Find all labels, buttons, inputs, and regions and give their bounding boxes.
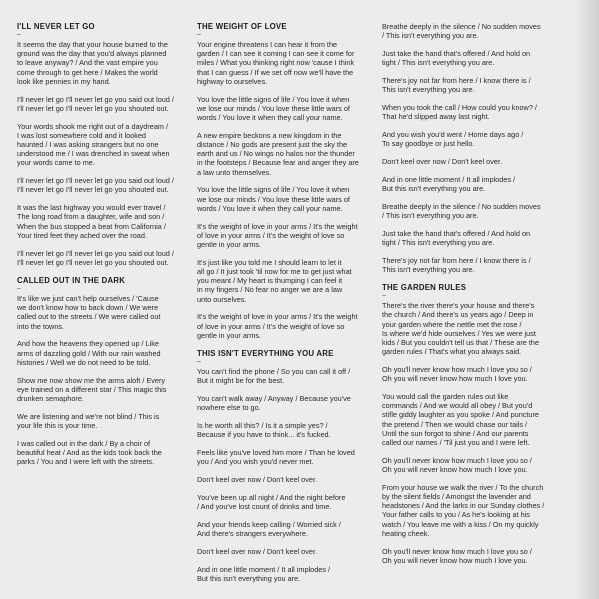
lyric-stanza: [382, 175, 560, 193]
lyric-line: Breathe deeply in the silence / No sudden moves: [382, 22, 541, 31]
lyric-line: You've been up all night / And the night before: [197, 492, 346, 502]
lyric-line: a law unto themselves.: [197, 167, 272, 177]
lyric-line: / And you've lost count of drinks and time.: [197, 502, 332, 512]
lyric-stanza: [197, 367, 373, 385]
lyric-line: It's just like you told me I should learn to let it: [197, 257, 342, 267]
lyric-line: There's joy not far from here / I know there is /: [382, 255, 531, 265]
lyric-line: commands / And we would all obey / But you'd: [382, 401, 533, 411]
lyric-line: your words came to me.: [17, 158, 95, 168]
lyric-stanza: [17, 122, 189, 168]
lyric-line: garden / I can see it coming I can see it come for: [197, 49, 355, 59]
lyric-line: of love in your arms / It's the weight of love so: [197, 321, 345, 331]
song-block: [17, 276, 189, 466]
lyric-line: miles / What you thinking right now 'cause I think: [197, 58, 355, 68]
lyric-line: earth and us / No wings no halos nor the thunder: [197, 149, 355, 159]
lyric-line: Is he worth all this? / Is it a simple yes? /: [197, 421, 328, 431]
lyric-stanza: [382, 365, 560, 383]
lyric-line: That he'd slipped away last night.: [382, 112, 490, 122]
lyric-line: ground was the day that you'd always planned: [17, 49, 167, 59]
lyric-stanza: [382, 456, 560, 474]
lyric-line: understood me / I was drenched in sweat when: [17, 149, 170, 159]
lyric-line: all go / It just took 'til now for me to get just what: [197, 267, 352, 277]
lyric-line: But this isn't everything you are.: [382, 184, 486, 193]
lyric-line: called out to the streets / We were called out: [17, 312, 161, 322]
song-block: [382, 22, 560, 274]
lyric-line: that I can guess / If we set off now we'll have the: [197, 67, 354, 77]
lyric-stanza: [197, 520, 373, 538]
lyric-line: Show me now show me the arms aloft / Every: [17, 375, 166, 385]
lyric-line: look like pennies in my hand.: [17, 76, 111, 86]
lyric-line: words / You love it when they call your name.: [197, 113, 343, 123]
lyric-stanza: [382, 76, 560, 94]
lyric-stanza: [382, 202, 560, 220]
lyric-line: haunted / I was asking strangers but no one: [17, 140, 159, 150]
lyric-line: Is where we'd hide ourselves / Yes we were just: [382, 328, 536, 338]
lyric-stanza: [17, 412, 189, 430]
lyric-line: When you took the call / How could you know? /: [382, 103, 537, 112]
lyric-line: Don't keel over now / Don't keel over.: [197, 546, 318, 556]
lyric-line: words / You love it when they call your name.: [197, 203, 343, 213]
lyric-line: called our names / 'Til just you and I were left.: [382, 438, 530, 448]
song-block: [382, 283, 560, 565]
lyric-stanza: [382, 130, 560, 148]
lyric-line: eye trained on a different star / This magic this: [17, 384, 167, 394]
lyric-line: Just take the hand that's offered / And hold on: [382, 228, 531, 238]
lyric-line: But it might be for the best.: [197, 376, 285, 386]
lyric-stanza: [17, 203, 189, 240]
lyric-line: Oh you will never know how much I love you.: [382, 555, 528, 565]
lyric-line: We are listening and we're not blind / This is: [17, 411, 160, 421]
lyric-line: we don't know how to back down / We were: [17, 303, 159, 313]
lyric-line: your garden where the nettle met the rose /: [382, 319, 522, 329]
lyric-line: A new empire beckons a new kingdom in the: [197, 130, 342, 140]
lyric-stanza: [197, 394, 373, 412]
lyric-line: This isn't everything you are.: [382, 265, 475, 274]
lyric-stanza: [197, 312, 373, 340]
song-title: THIS ISN'T EVERYTHING YOU ARE: [197, 349, 334, 359]
lyric-line: I'll never let go I'll never let go you said out loud /: [17, 94, 174, 104]
lyric-line: I'll never let go I'll never let go you said out loud /: [17, 176, 174, 186]
lyric-line: in the footsteps / Because fear and anger they are: [197, 158, 359, 168]
lyric-line: And in one little moment / It all implodes /: [382, 174, 516, 184]
lyric-line: You can't find the phone / So you can call it off /: [197, 367, 351, 377]
lyric-line: I was called out in the dark / By a choir of: [17, 438, 151, 448]
lyric-line: There's the river there's your house and there's: [382, 301, 535, 311]
lyric-line: distance / No gods are present just the sky the: [197, 140, 348, 150]
lyric-stanza: [382, 392, 560, 447]
lyric-line: you / And you wish you'd never met.: [197, 457, 314, 467]
title-dash: –: [17, 31, 21, 38]
lyric-line: we lose our minds / You love these little wars of: [197, 194, 350, 204]
lyric-line: But this isn't everything you are.: [197, 573, 301, 583]
lyrics-column-3: [382, 22, 560, 574]
lyric-line: This isn't everything you are.: [382, 85, 475, 95]
lyric-line: we lose our minds / You love these little wars of: [197, 103, 350, 113]
lyric-line: Your tired feet they ached over the road.: [17, 230, 147, 240]
lyric-line: watch / You leave me with a kiss / On my quickly: [382, 519, 539, 529]
lyric-line: Your words shook me right out of a daydream /: [17, 121, 169, 131]
lyric-line: It's the weight of love in your arms / It's the weight: [197, 312, 358, 322]
lyric-stanza: [17, 249, 189, 267]
lyric-line: And your friends keep calling / Worried sick /: [197, 519, 341, 529]
lyric-stanza: [17, 376, 189, 404]
lyric-line: You would call the garden rules out like: [382, 392, 509, 402]
lyric-line: To say goodbye or just hello.: [382, 139, 475, 149]
lyric-line: And how the heavens they opened up / Like: [17, 339, 159, 349]
title-dash: –: [197, 358, 201, 366]
lyric-line: I'll never let go I'll never let go you said out loud /: [17, 248, 174, 258]
lyric-line: you meant / My heart is thumping I can feel it: [197, 276, 343, 286]
lyric-stanza: [382, 483, 560, 538]
lyric-stanza: [17, 294, 189, 331]
lyric-line: You love the little signs of life / You love it when: [197, 185, 350, 195]
lyric-line: the pretend / Then we would chase our tails /: [382, 419, 528, 429]
lyric-line: histories / Well we do not need to be told.: [17, 357, 151, 367]
lyric-line: You can't walk away / Anyway / Because you've: [197, 394, 351, 404]
lyric-line: unto ourselves.: [197, 294, 247, 304]
lyric-line: It's like we just can't help ourselves / 'Cause: [17, 294, 159, 304]
lyric-line: Oh you'll never know how much I love you so /: [382, 365, 532, 375]
lyric-line: tight / This isn't everything you are.: [382, 58, 495, 68]
lyric-line: tight / This isn't everything you are.: [382, 238, 495, 247]
lyric-line: It was the last highway you would ever travel /: [17, 203, 166, 213]
lyric-line: Oh you will never know how much I love you.: [382, 465, 528, 475]
lyric-stanza: [197, 258, 373, 304]
lyric-line: / This isn't everything you are.: [382, 211, 479, 220]
page-spine-shadow: [575, 0, 599, 599]
lyric-line: Oh you'll never know how much I love you so /: [382, 546, 532, 556]
lyric-stanza: [197, 448, 373, 466]
lyric-line: Don't keel over now / Don't keel over.: [197, 475, 318, 485]
lyric-stanza: [197, 421, 373, 439]
lyric-line: I was lost somewhere cold and it looked: [17, 130, 146, 140]
lyric-line: beautiful heat / And as the kids took back the: [17, 448, 162, 458]
lyric-stanza: [17, 95, 189, 113]
lyrics-column-2: [197, 22, 373, 592]
title-dash: –: [17, 285, 21, 293]
lyric-line: gentle in your arms.: [197, 330, 262, 340]
lyric-stanza: [382, 49, 560, 67]
lyric-line: Your engine threatens I can hear it from the: [197, 40, 338, 49]
lyric-line: I'll never let go I'll never let go you shouted out.: [17, 257, 169, 267]
lyric-stanza: [197, 493, 373, 511]
lyric-stanza: [17, 40, 189, 86]
lyric-line: garden rules / That's what you always said.: [382, 347, 522, 357]
lyric-stanza: [382, 229, 560, 247]
lyric-stanza: [382, 547, 560, 565]
song-title: THE WEIGHT OF LOVE: [197, 22, 287, 31]
lyric-line: When the bus stopped a beat from California /: [17, 221, 166, 231]
lyric-line: Oh you will never know how much I love you.: [382, 374, 528, 384]
lyric-stanza: [382, 157, 560, 166]
song-block: [197, 349, 373, 583]
lyric-stanza: [197, 131, 373, 177]
song-block: [197, 22, 373, 340]
lyric-line: gentle in your arms.: [197, 240, 262, 250]
lyric-line: arms of dazzling gold / With our rain washed: [17, 348, 161, 358]
lyric-line: There's joy not far from here / I know there is /: [382, 76, 531, 85]
lyric-line: The long road from a daughter, wife and son /: [17, 212, 165, 222]
lyric-line: Don't keel over now / Don't keel over.: [382, 157, 503, 166]
lyric-line: Your father calls to you / As he's looking at his: [382, 510, 530, 520]
lyric-stanza: [197, 40, 373, 86]
lyric-line: Until the sun forgot to shine / And our parents: [382, 428, 529, 438]
lyric-line: And in one little moment / It all implodes /: [197, 564, 331, 574]
lyric-line: Oh you'll never know how much I love you so /: [382, 455, 532, 465]
title-dash: –: [197, 31, 201, 38]
lyric-stanza: [382, 22, 560, 40]
lyric-line: headstones / And the larks in our Sunday clothes /: [382, 501, 545, 511]
lyric-line: highway to ourselves.: [197, 76, 268, 86]
lyric-line: kids / But you couldn't tell us that / These are the: [382, 338, 540, 348]
lyric-line: parks / You and I were left with the streets.: [17, 457, 155, 467]
lyric-line: the church / And there's us years ago / Deep in: [382, 310, 534, 320]
lyrics-column-1: [17, 22, 189, 475]
lyric-line: to leave anyway? / And the vast empire you: [17, 58, 158, 68]
title-dash: –: [382, 292, 386, 300]
lyric-stanza: [17, 176, 189, 194]
lyric-line: in my fingers / No fear no anger we are a law: [197, 285, 343, 295]
lyric-stanza: [197, 565, 373, 583]
lyric-stanza: [197, 547, 373, 556]
lyric-line: your life this is your time.: [17, 421, 98, 431]
lyric-line: stifle giddy laughter as you spoke / And puncture: [382, 410, 539, 420]
lyric-stanza: [382, 103, 560, 121]
lyric-line: You love the little signs of life / You love it when: [197, 94, 350, 104]
lyric-line: of love in your arms / It's the weight of love so: [197, 230, 345, 240]
lyric-stanza: [17, 439, 189, 467]
lyric-line: I'll never let go I'll never let go you shouted out.: [17, 103, 169, 113]
lyric-stanza: [197, 185, 373, 213]
lyric-line: by the silent fields / Amongst the lavender and: [382, 492, 531, 502]
lyric-stanza: [382, 301, 560, 356]
lyric-line: And you wish you'd went / Home days ago /: [382, 130, 524, 139]
lyric-line: Just take the hand that's offered / And hold on: [382, 49, 531, 58]
lyric-line: It's the weight of love in your arms / It's the weight: [197, 221, 358, 231]
lyric-line: heating cheek.: [382, 528, 430, 538]
lyric-stanza: [17, 339, 189, 367]
lyric-line: Because if you have to think... it's fucked.: [197, 430, 331, 440]
lyric-stanza: [197, 222, 373, 250]
song-block: [17, 22, 189, 267]
lyric-line: I'll never let go I'll never let go you shouted out.: [17, 185, 169, 195]
lyric-line: nowhere else to go.: [197, 403, 261, 413]
lyric-line: And there's strangers everywhere.: [197, 529, 308, 539]
lyric-line: Breathe deeply in the silence / No sudden moves: [382, 201, 541, 211]
lyric-line: into the towns.: [17, 321, 65, 331]
lyric-line: Feels like you've loved him more / Than he loved: [197, 448, 355, 458]
lyric-line: drunken semaphore.: [17, 394, 84, 404]
song-title: CALLED OUT IN THE DARK: [17, 276, 126, 286]
lyric-line: / This isn't everything you are.: [382, 31, 479, 41]
song-title: THE GARDEN RULES: [382, 283, 467, 293]
song-title: I'LL NEVER LET GO: [17, 22, 95, 31]
lyric-line: From your house we walk the river / To the church: [382, 482, 544, 492]
lyric-line: It seems the day that your house burned to the: [17, 40, 168, 49]
lyric-stanza: [197, 475, 373, 484]
lyric-stanza: [197, 95, 373, 123]
lyric-line: come through to get here / Makes the world: [17, 67, 158, 77]
lyric-stanza: [382, 256, 560, 274]
